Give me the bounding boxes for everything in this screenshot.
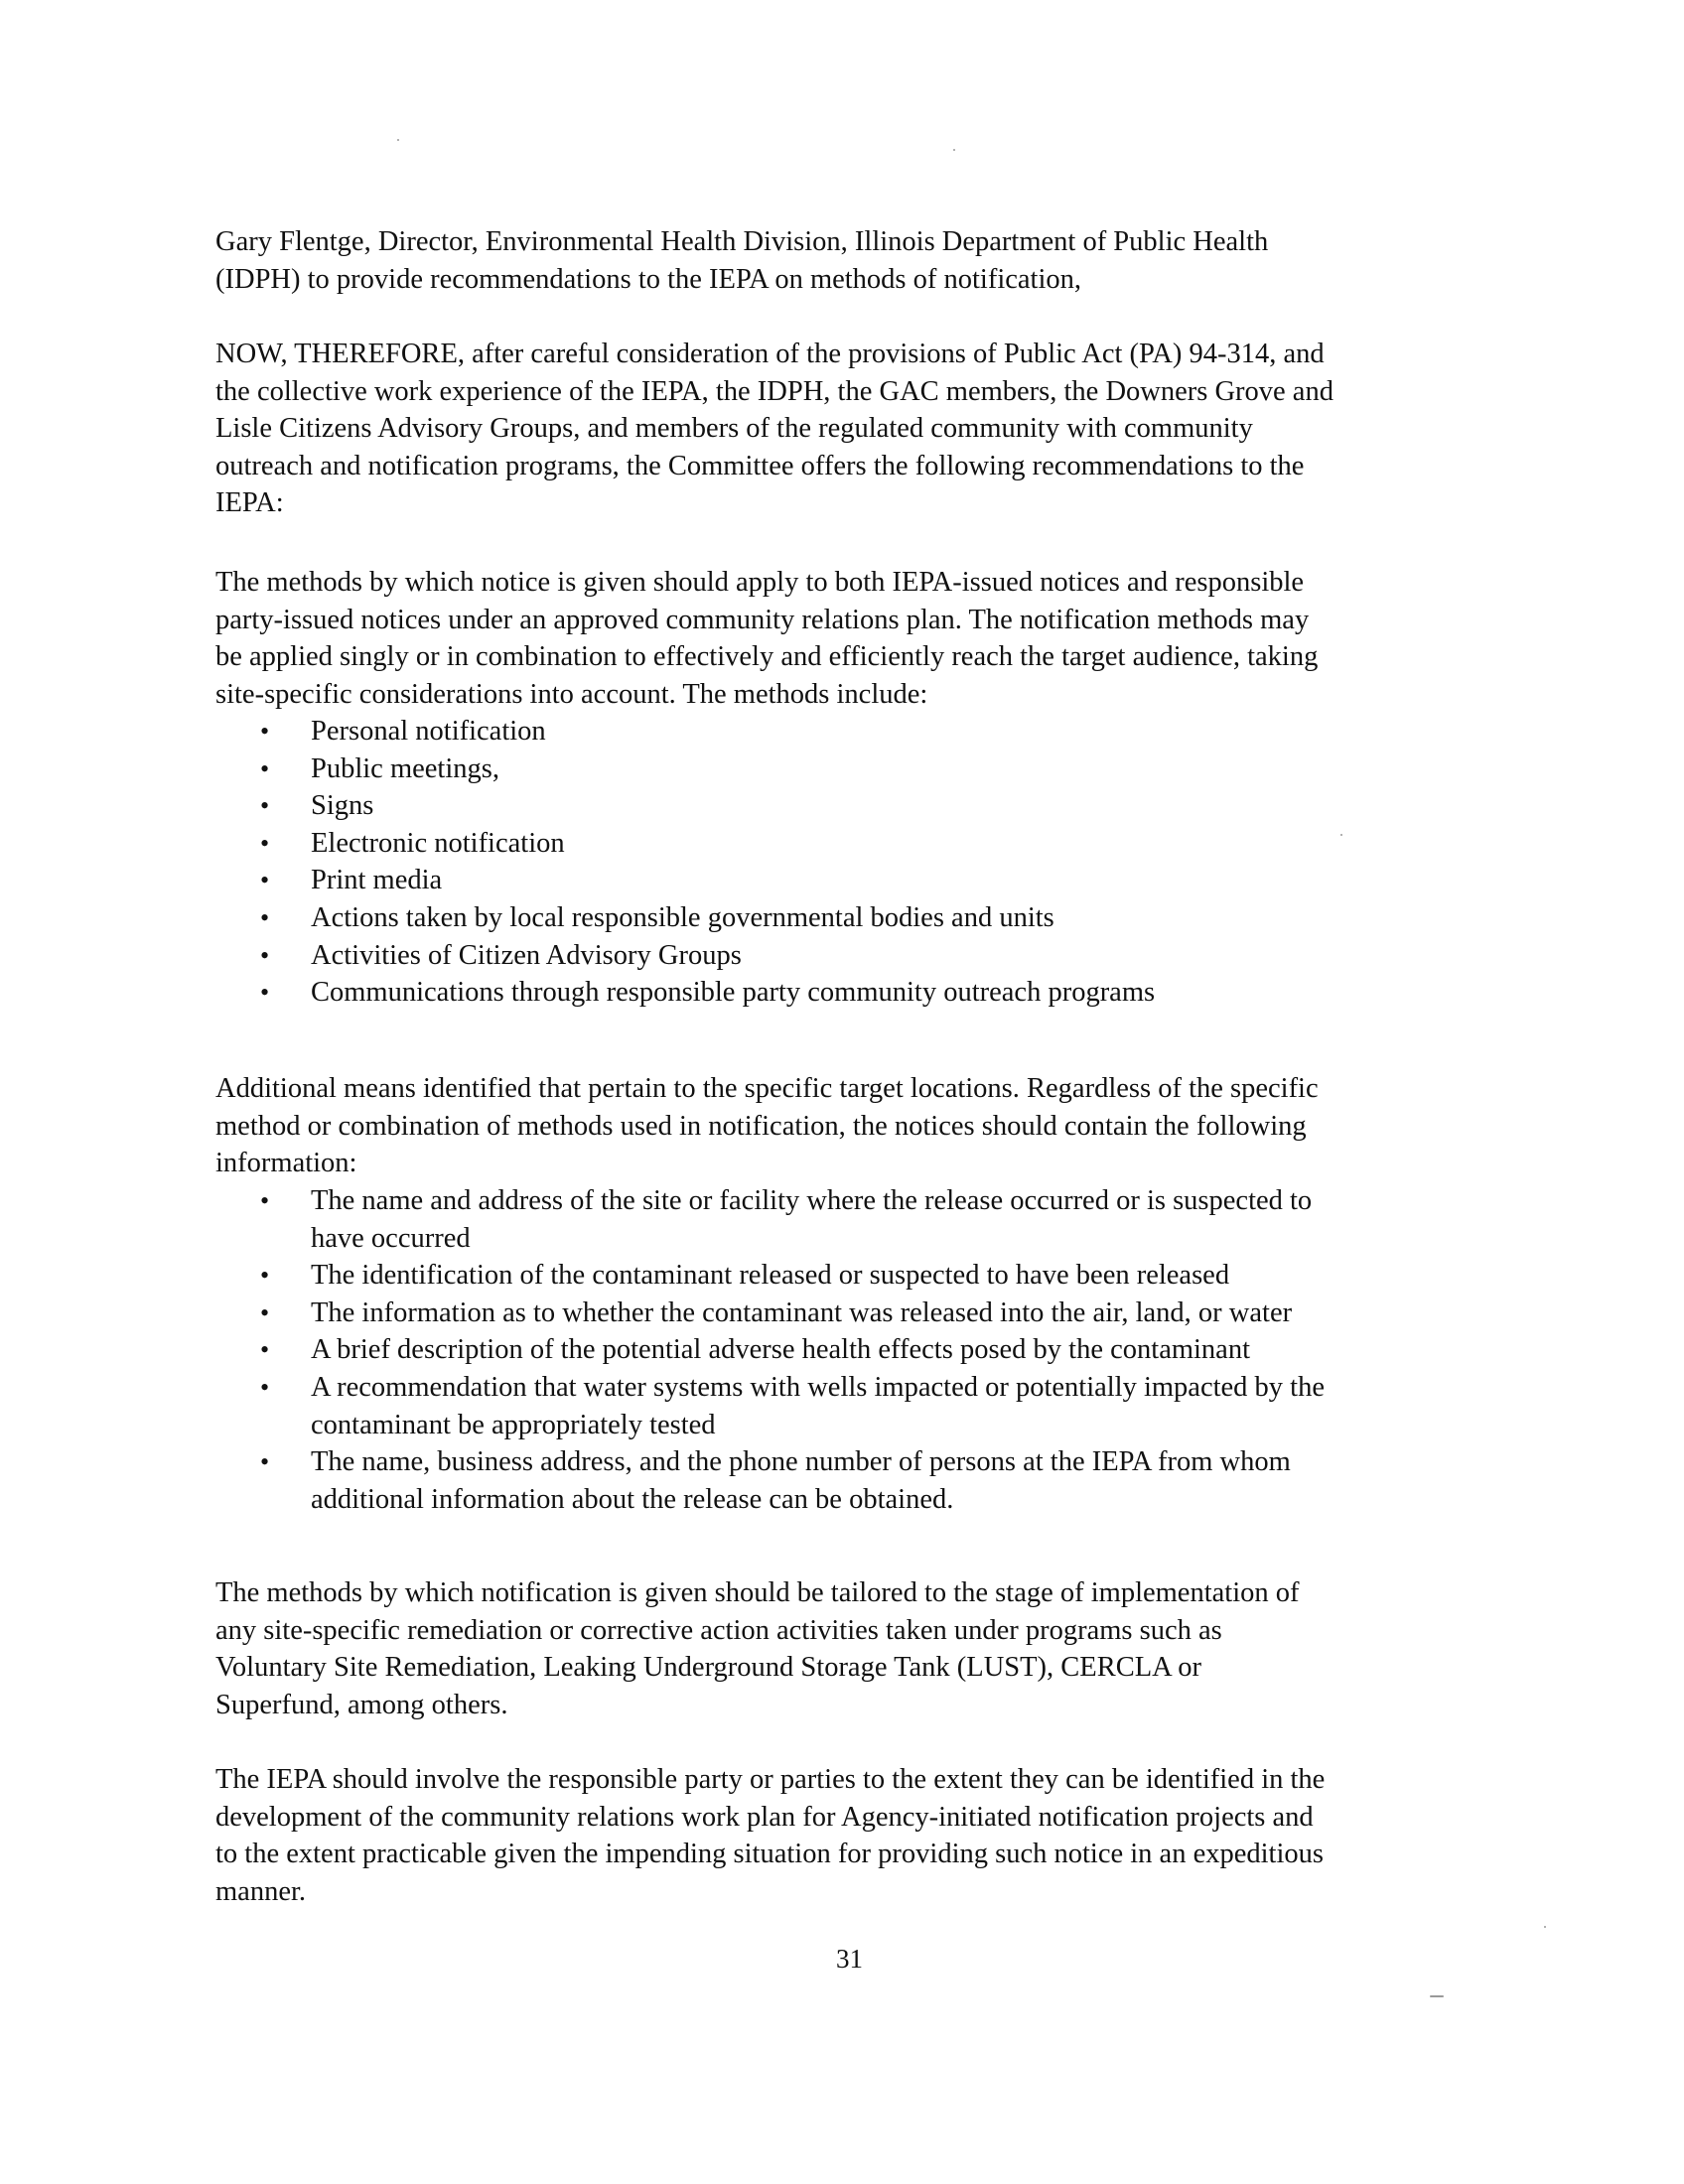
- text-line: Superfund, among others.: [215, 1689, 508, 1720]
- paragraph: [215, 564, 1546, 713]
- list-item: [215, 937, 1546, 975]
- list-item: [215, 1331, 1546, 1369]
- list-item-text: • Personal notification: [311, 716, 546, 747]
- list-item-text: • A recommendation that water systems with wells impacted or potentially impacted by the: [311, 1371, 1325, 1403]
- list-item-text: • Electronic notification: [311, 827, 565, 859]
- list-item-text: • Print media: [311, 865, 443, 896]
- list-item-text: • A brief description of the potential adverse health effects posed by the contaminant: [311, 1334, 1250, 1366]
- list-item-text: • Signs: [311, 790, 374, 822]
- text-line: Additional means identified that pertain to the specific target locations. Regardless of the specific: [215, 1073, 1319, 1104]
- text-line: Lisle Citizens Advisory Groups, and members of the regulated community with community: [215, 413, 1253, 445]
- text-line: to the extent practicable given the impending situation for providing such notice in an expeditious: [215, 1839, 1324, 1870]
- text-line: be applied singly or in combination to effectively and efficiently reach the target audience, taking: [215, 641, 1319, 673]
- list-item-text: additional information about the release can be obtained.: [311, 1483, 954, 1515]
- text-line: IEPA:: [215, 487, 284, 519]
- list-item: [215, 713, 1546, 751]
- list-item-text: contaminant be appropriately tested: [311, 1409, 716, 1440]
- text-line: The methods by which notice is given should apply to both IEPA-issued notices and responsible: [215, 567, 1305, 598]
- text-line: outreach and notification programs, the Committee offers the following recommendations to the: [215, 450, 1305, 481]
- text-line: method or combination of methods used in notification, the notices should contain the following: [215, 1110, 1307, 1142]
- text-line: party-issued notices under an approved community relations plan. The notification methods may: [215, 604, 1310, 635]
- paragraph: [215, 1574, 1546, 1723]
- list-item: [215, 1443, 1546, 1518]
- page-number: 31: [836, 1944, 863, 1974]
- text-line: Voluntary Site Remediation, Leaking Underground Storage Tank (LUST), CERCLA or: [215, 1652, 1201, 1684]
- text-line: site-specific considerations into account. The methods include:: [215, 678, 928, 710]
- text-line: manner.: [215, 1875, 307, 1907]
- paragraph: [215, 1761, 1546, 1910]
- list-item: [215, 787, 1546, 825]
- list-item-text: • Public meetings,: [311, 752, 499, 784]
- list-item-text: • Communications through responsible party community outreach programs: [311, 977, 1156, 1009]
- text-line: Gary Flentge, Director, Environmental Health Division, Illinois Department of Public Health: [215, 226, 1269, 257]
- list-item-text: • The identification of the contaminant released or suspected to have been released: [311, 1260, 1230, 1292]
- list-item-text: • The name, business address, and the phone number of persons at the IEPA from whom: [311, 1446, 1291, 1478]
- paragraph: [215, 223, 1546, 298]
- text-line: any site-specific remediation or corrective action activities taken under programs such as: [215, 1614, 1222, 1646]
- list-item: [215, 1369, 1546, 1443]
- list-item-text: • Actions taken by local responsible governmental bodies and units: [311, 901, 1054, 933]
- list-item: [215, 899, 1546, 937]
- text-line: information:: [215, 1148, 357, 1179]
- text-line: The IEPA should involve the responsible party or parties to the extent they can be identified in the: [215, 1764, 1326, 1795]
- list-item: [215, 751, 1546, 788]
- bullet-list: [215, 713, 1546, 1012]
- paragraph: [215, 1070, 1546, 1182]
- text-line: development of the community relations work plan for Agency-initiated notification projects and: [215, 1801, 1314, 1833]
- list-item: [215, 862, 1546, 899]
- list-item-text: • The information as to whether the contaminant was released into the air, land, or water: [311, 1297, 1293, 1328]
- text-line: the collective work experience of the IEPA, the IDPH, the GAC members, the Downers Grove and: [215, 375, 1333, 407]
- list-item-text: • Activities of Citizen Advisory Groups: [311, 939, 742, 971]
- bullet-list: [215, 1182, 1546, 1518]
- list-item: [215, 825, 1546, 863]
- list-item: [215, 1295, 1546, 1332]
- list-item-text: • The name and address of the site or facility where the release occurred or is suspected to: [311, 1185, 1313, 1216]
- list-item-text: have occurred: [311, 1222, 471, 1254]
- text-line: The methods by which notification is given should be tailored to the stage of implementation of: [215, 1577, 1300, 1608]
- list-item: [215, 1257, 1546, 1295]
- list-item: [215, 974, 1546, 1012]
- list-item: [215, 1182, 1546, 1257]
- text-line: (IDPH) to provide recommendations to the IEPA on methods of notification,: [215, 263, 1082, 295]
- text-line: NOW, THEREFORE, after careful consideration of the provisions of Public Act (PA) 94-314, and: [215, 339, 1325, 369]
- paragraph: [215, 336, 1546, 522]
